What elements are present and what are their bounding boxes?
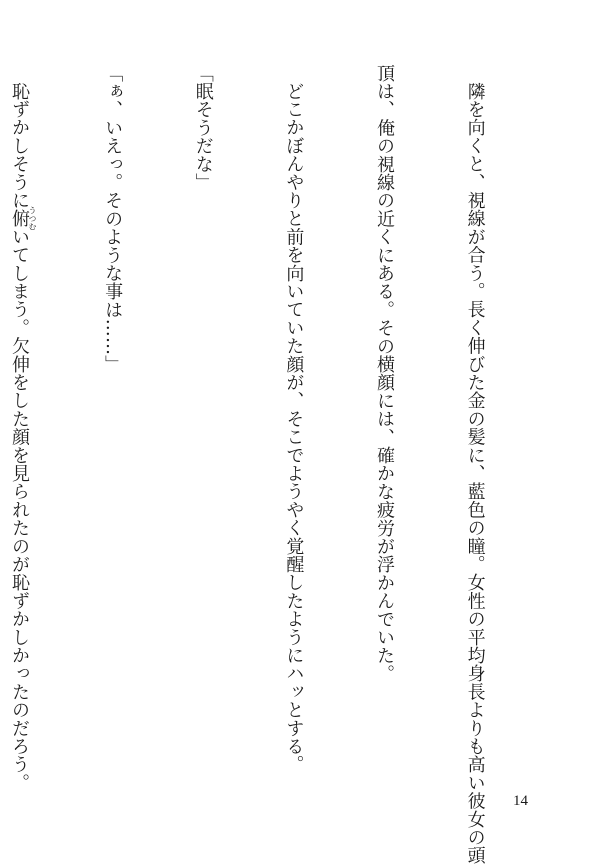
text-line: 「眠そうだな」 [192,64,214,192]
text-line: 「ぁ、いえっ。そのような事は……」 [102,64,124,374]
text-line: 隣を向くと、視線が合う。長く伸びた金の髪に、藍色の瞳。女性の平均身長よりも高い彼女の頭 [464,82,486,865]
text-line: 恥ずかしそうに俯うつむいてしまう。欠伸をした顔を見られたのが恥ずかしかったのだろう。 [9,82,38,792]
furigana-ruby: 俯うつむ [9,206,38,231]
page-number: 14 [513,793,528,809]
furigana-reading: うつむ [28,206,38,231]
text-line: どこかぼんやりと前を向いていた顔が、そこでようやく覚醒したようにハッとする。 [283,82,305,774]
text-line: 頂は、俺の視線の近くにある。その横顔には、確かな疲労が浮かんでいた。 [373,64,395,683]
